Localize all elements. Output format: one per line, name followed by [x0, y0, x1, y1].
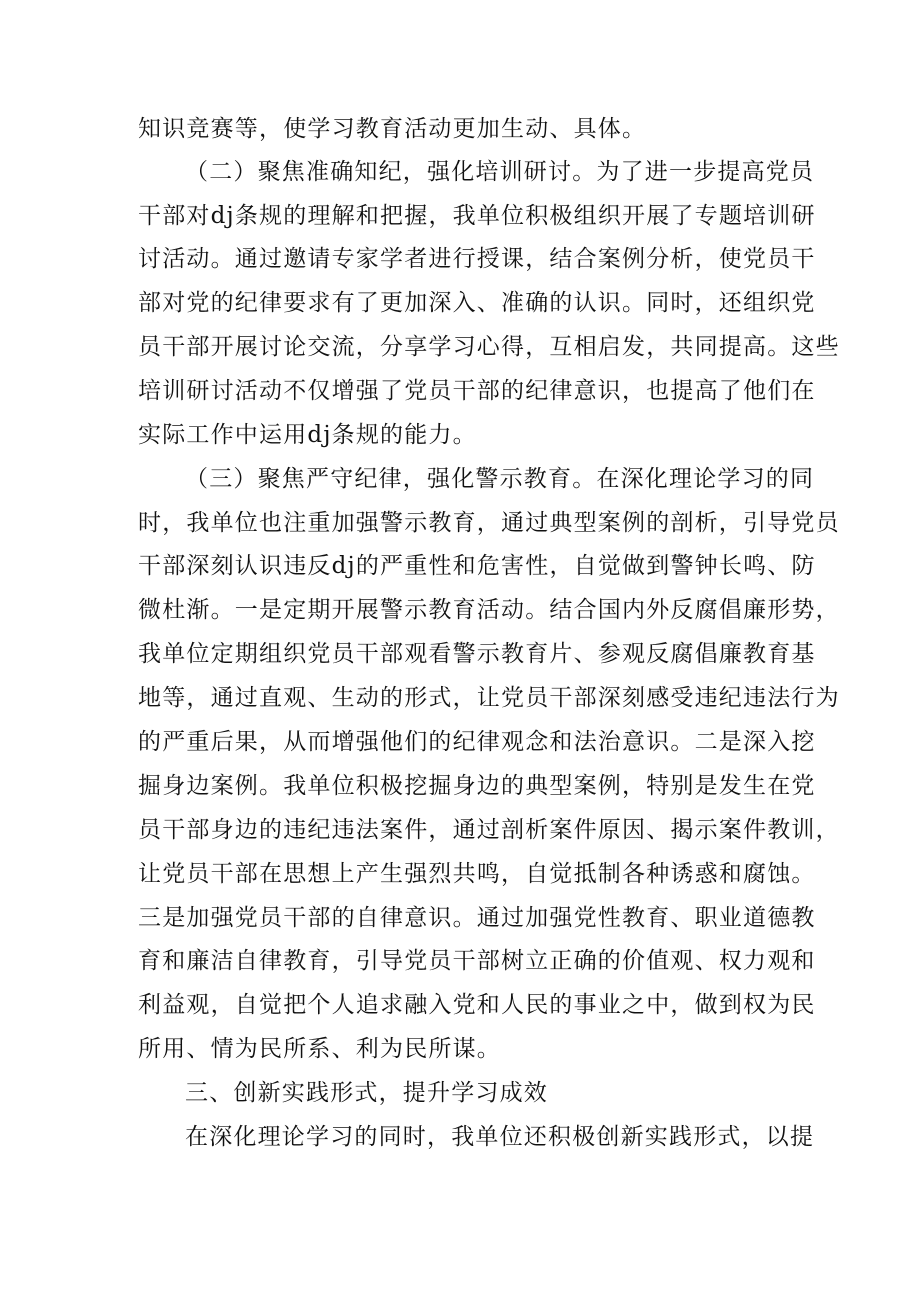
text-line: 部对党的纪律要求有了更加深入、准确的认识。同时，还组织党 — [138, 290, 816, 316]
text-line: 员干部开展讨论交流，分享学习心得，互相启发，共同提高。这些 — [138, 334, 840, 360]
text-line: 三是加强党员干部的自律意识。通过加强党性教育、职业道德教 — [138, 905, 816, 931]
text-line: 掘身边案例。我单位积极挖掘身边的典型案例，特别是发生在党 — [138, 773, 816, 799]
text-line: 时，我单位也注重加强警示教育，通过典型案例的剖析，引导党员 — [138, 510, 840, 536]
section-heading: 三、创新实践形式，提升学习成效 — [185, 1080, 548, 1106]
text-line: 在深化理论学习的同时，我单位还积极创新实践形式，以提 — [185, 1124, 815, 1150]
text-line: 微杜渐。一是定期开展警示教育活动。结合国内外反腐倡廉形势， — [138, 597, 840, 623]
text-line: 讨活动。通过邀请专家学者进行授课，结合案例分析，使党员干 — [138, 246, 816, 272]
text-line: 我单位定期组织党员干部观看警示教育片、参观反腐倡廉教育基 — [138, 641, 816, 667]
text-line: 让党员干部在思想上产生强烈共鸣，自觉抵制各种诱惑和腐蚀。 — [138, 861, 816, 887]
text-line: 员干部身边的违纪违法案件，通过剖析案件原因、揭示案件教训， — [138, 817, 840, 843]
text-line: 实际工作中运用dj条规的能力。 — [138, 422, 477, 448]
text-line: 干部对dj条规的理解和把握，我单位积极组织开展了专题培训研 — [138, 203, 816, 229]
text-line: 所用、情为民所系、利为民所谋。 — [138, 1036, 501, 1062]
text-line: 的严重后果，从而增强他们的纪律观念和法治意识。二是深入挖 — [138, 729, 816, 755]
text-line: 干部深刻认识违反dj的严重性和危害性，自觉做到警钟长鸣、防 — [138, 553, 816, 579]
text-line: 知识竞赛等，使学习教育活动更加生动、具体。 — [138, 116, 647, 142]
text-line: 育和廉洁自律教育，引导党员干部树立正确的价值观、权力观和 — [138, 948, 816, 974]
text-line: 利益观，自觉把个人追求融入党和人民的事业之中，做到权为民 — [138, 992, 816, 1018]
text-line: （三）聚焦严守纪律，强化警示教育。在深化理论学习的同 — [185, 466, 815, 492]
text-line: 地等，通过直观、生动的形式，让党员干部深刻感受违纪违法行为 — [138, 685, 840, 711]
text-line: （二）聚焦准确知纪，强化培训研讨。为了进一步提高党员 — [185, 159, 815, 185]
text-line: 培训研讨活动不仅增强了党员干部的纪律意识，也提高了他们在 — [138, 378, 816, 404]
